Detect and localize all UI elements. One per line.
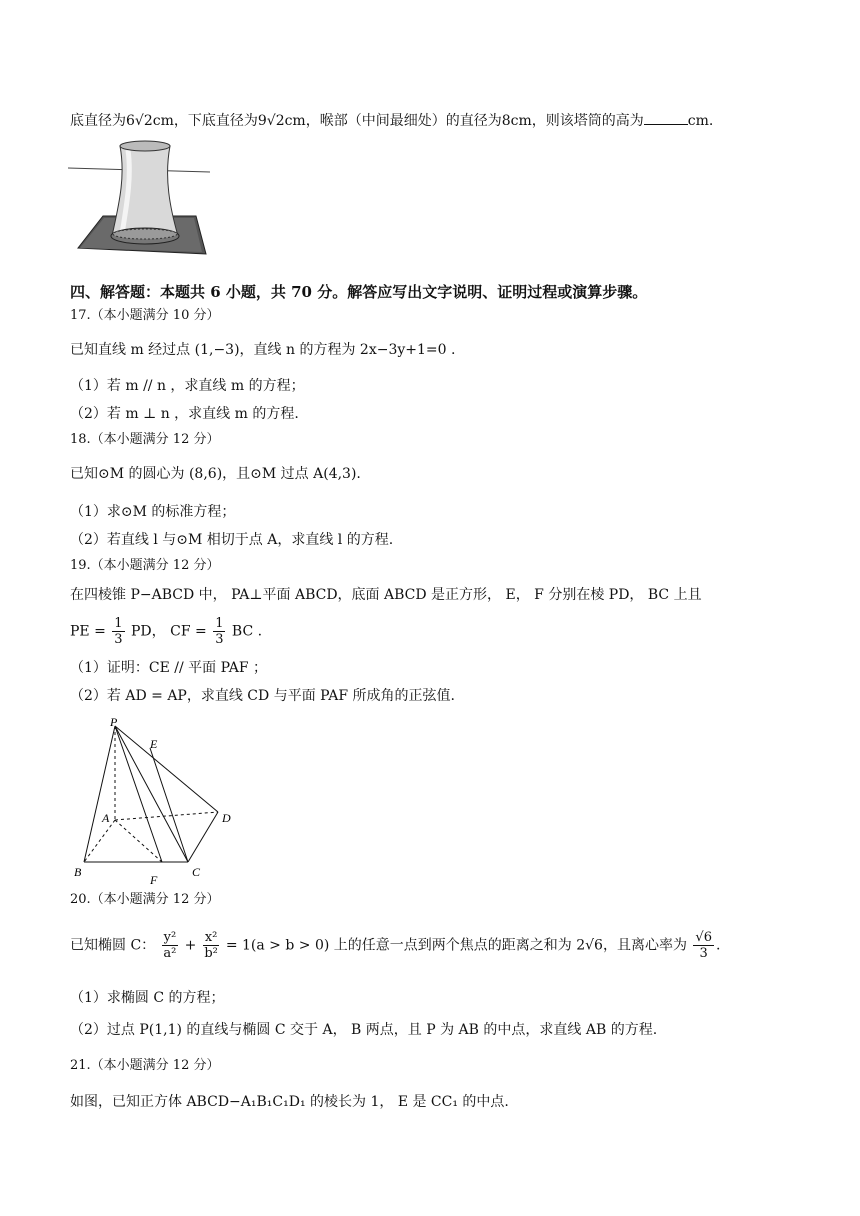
label-F: F [150, 873, 158, 887]
q20-part1: （1）求椭圆 C 的方程； [70, 990, 225, 1006]
cooling-tower-figure [68, 138, 213, 258]
q19-conditions: PE = $\frac{1}{3}$ PD， CF = $\frac{1}{3}$ BC . [70, 616, 263, 647]
pyramid-figure [70, 718, 250, 890]
q19-part1: （1）证明：CE // 平面 PAF ； [70, 660, 268, 676]
q17-part1: （1）若 m // n ，求直线 m 的方程； [70, 378, 305, 394]
q20-header: 20.（本小题满分 12 分） [70, 892, 220, 907]
q17-stem: 已知直线 m 经过点 (1,−3)，直线 n 的方程为 2x−3y+1=0 . [70, 342, 456, 358]
q17-part2: （2）若 m ⊥ n ，求直线 m 的方程. [70, 406, 299, 422]
q17-header: 17.（本小题满分 10 分） [70, 308, 220, 323]
label-D: D [222, 811, 231, 825]
fraction-eccentricity: $\frac{√6}{3}$ [695, 930, 712, 961]
q19-stem: 在四棱锥 P−ABCD 中， PA⊥平面 ABCD，底面 ABCD 是正方形， E， F 分别在棱 PD， BC 上且 [70, 587, 702, 603]
q18-stem: 已知⊙M 的圆心为 (8,6)，且⊙M 过点 A(4,3). [70, 466, 361, 482]
fraction-y2-a2: $\frac{\text{y²}}{\text{a²}}$ [163, 930, 177, 961]
label-B: B [74, 865, 82, 879]
fraction-x2-b2: $\frac{\text{x²}}{\text{b²}}$ [204, 930, 218, 961]
section-title: 四、解答题：本题共 6 小题，共 70 分。解答应写出文字说明、证明过程或演算步骤。 [70, 283, 648, 301]
q16-tail-text: 底直径为6√2cm，下底直径为9√2cm，喉部（中间最细处）的直径为8cm，则该塔筒的高为 cm. [70, 110, 713, 131]
q20-stem: 已知椭圆 C： $\frac{\text{y²}}{\text{a²}}$ + $\frac{\text{x²}}{\text{b²}}$ = 1(a > b > 0) 上的任意一点到两个焦点的距离之和为 2√6，且离心率为 $\frac{√6}{3}$ . [70, 930, 721, 961]
fraction-one-third: $\frac{1}{3}$ [114, 616, 123, 647]
q19-header: 19.（本小题满分 12 分） [70, 558, 220, 573]
q21-header: 21.（本小题满分 12 分） [70, 1058, 220, 1073]
label-P: P [110, 718, 118, 729]
q18-part1: （1）求⊙M 的标准方程； [70, 504, 236, 520]
answer-blank [644, 110, 688, 125]
q19-part2: （2）若 AD = AP，求直线 CD 与平面 PAF 所成角的正弦值. [70, 688, 455, 704]
q18-header: 18.（本小题满分 12 分） [70, 432, 220, 447]
q21-stem: 如图，已知正方体 ABCD−A₁B₁C₁D₁ 的棱长为 1， E 是 CC₁ 的中点. [70, 1094, 509, 1110]
q18-part2: （2）若直线 l 与⊙M 相切于点 A，求直线 l 的方程. [70, 532, 394, 548]
q20-part2: （2）过点 P(1,1) 的直线与椭圆 C 交于 A， B 两点，且 P 为 AB 的中点，求直线 AB 的方程. [70, 1022, 658, 1038]
label-C: C [192, 865, 201, 879]
label-E: E [150, 737, 158, 751]
fraction-one-third: $\frac{1}{3}$ [215, 616, 224, 647]
label-A: A [102, 811, 110, 825]
